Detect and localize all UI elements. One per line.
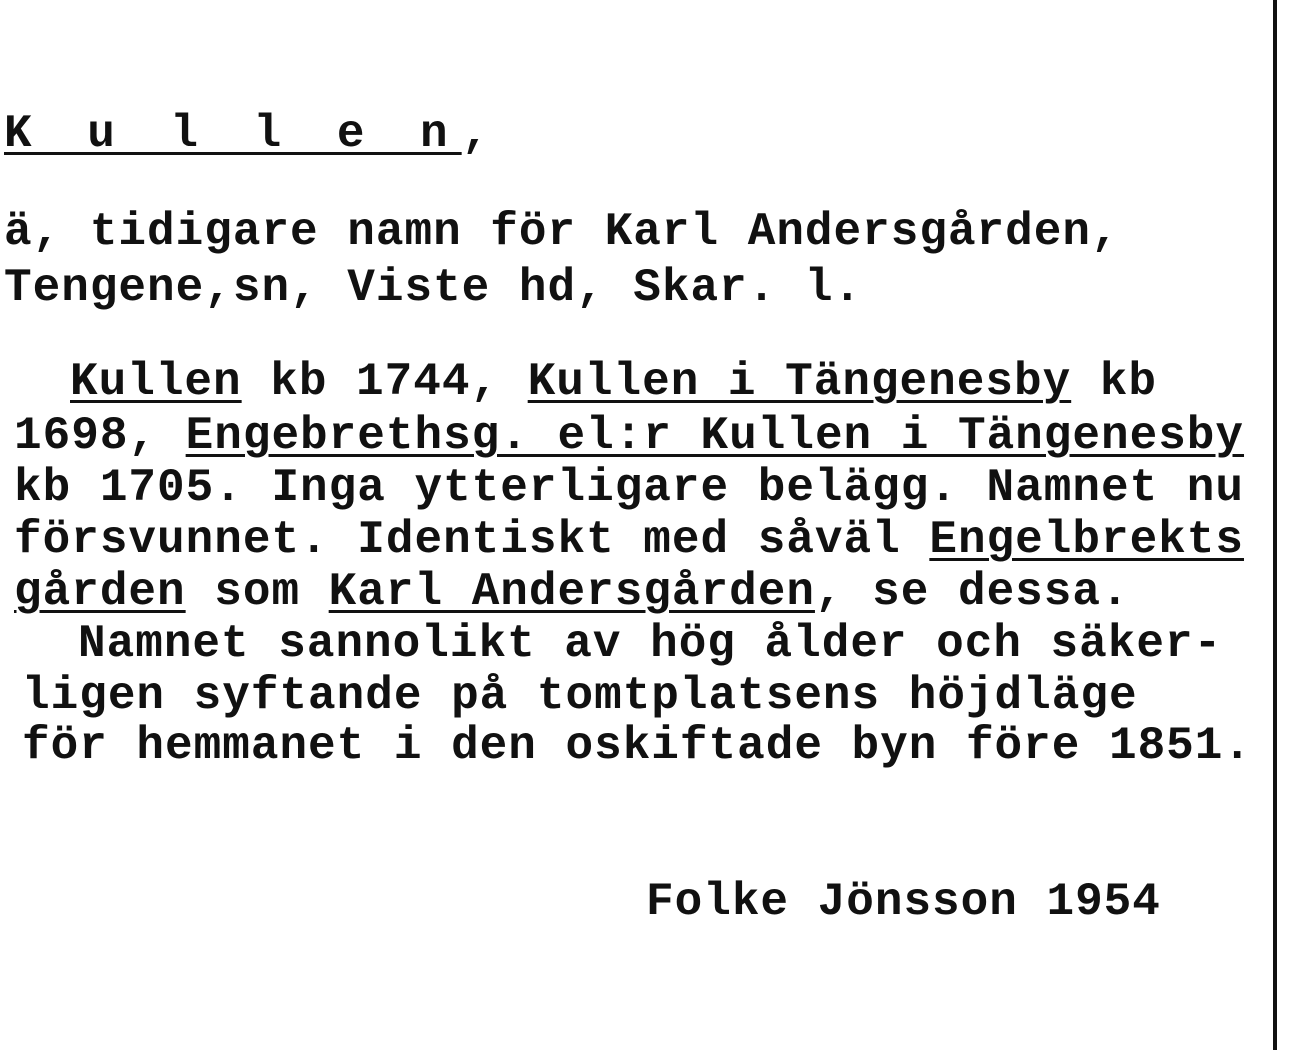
body-text: , se dessa. [814, 566, 1130, 618]
place-name-garden: gården [14, 566, 186, 618]
card-edge-border [1273, 0, 1277, 1050]
heading-line [4, 108, 490, 160]
body-text: kb 1744, [241, 356, 528, 408]
body-text: försvunnet. Identiskt med såväl [14, 514, 930, 566]
body-text: 1698, [14, 410, 186, 462]
summary-line-2: Tengene,sn, Viste hd, Skar. l. [4, 262, 863, 314]
body-line-8: för hemmanet i den oskiftade byn före 1851. [22, 720, 1252, 772]
body-line-7: ligen syftande på tomtplatsens höjdläge [22, 670, 1138, 722]
body-line-6: Namnet sannolikt av hög ålder och säker- [78, 618, 1223, 670]
heading-name: K u l l e n [4, 108, 462, 160]
place-name-kullen: Kullen [70, 356, 242, 408]
body-line-5 [14, 566, 1130, 618]
heading-comma: , [461, 108, 491, 160]
place-name-engebrethsg: Engebrethsg. el:r Kullen i Tängenesby [185, 410, 1245, 462]
place-name-kullen-tangenesby: Kullen i Tängenesby [527, 356, 1072, 408]
body-text: som [185, 566, 329, 618]
body-line-1 [70, 356, 1157, 408]
signature: Folke Jönsson 1954 [646, 876, 1161, 928]
place-name-engelbrekts: Engelbrekts [929, 514, 1244, 566]
body-text: kb [1071, 356, 1158, 408]
body-line-4 [14, 514, 1244, 566]
body-line-3: kb 1705. Inga ytterligare belägg. Namnet nu [14, 462, 1244, 514]
place-name-karl-andersgarden: Karl Andersgården [328, 566, 815, 618]
body-line-2 [14, 410, 1244, 462]
summary-line-1: ä, tidigare namn för Karl Andersgården, [4, 206, 1120, 258]
